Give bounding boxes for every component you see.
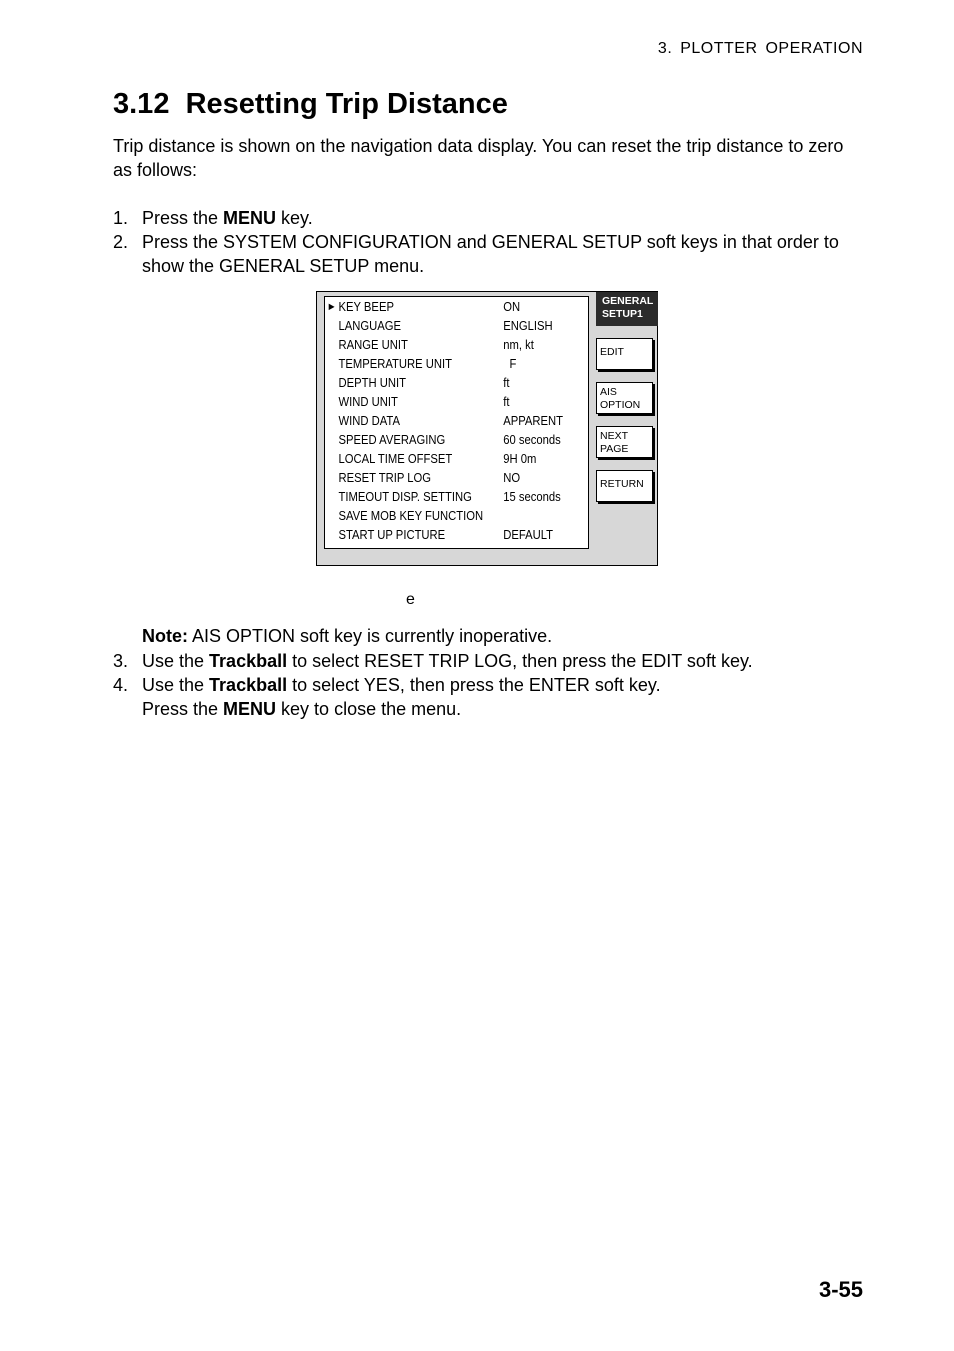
menu-item-label: RESET TRIP LOG	[338, 471, 432, 485]
menu-item-label: TIMEOUT DISP. SETTING	[338, 490, 472, 504]
return-softkey[interactable]: RETURN	[596, 470, 653, 502]
menu-row-key-beep[interactable]	[325, 298, 562, 317]
note	[142, 624, 552, 648]
menu-row-depth-unit[interactable]	[325, 374, 562, 393]
menu-item-label: LOCAL TIME OFFSET	[338, 452, 453, 466]
menu-row-temperature-unit[interactable]	[325, 355, 562, 374]
menu-item-value: 15 seconds	[503, 490, 561, 504]
ais-option-softkey[interactable]: AIS OPTION	[596, 382, 653, 414]
figure-caption: e	[406, 591, 415, 608]
menu-item-label: LANGUAGE	[338, 319, 402, 333]
cursor-arrow-icon: ►	[326, 301, 337, 313]
step-text: Use the Trackball to select RESET TRIP LOG, then press the EDIT soft key.	[142, 651, 753, 671]
menu-item-label: START UP PICTURE	[338, 528, 446, 542]
key-name: Trackball	[209, 651, 288, 671]
step-text: Press the MENU key to close the menu.	[142, 699, 462, 719]
menu-item-label: WIND UNIT	[338, 395, 398, 409]
intro-paragraph: Trip distance is shown on the navigation data display. You can reset the trip distance to zero as follows:	[113, 136, 844, 180]
menu-row-speed-averaging[interactable]	[325, 431, 562, 450]
menu-item-label: WIND DATA	[338, 414, 400, 428]
menu-item-value: APPARENT	[503, 414, 564, 428]
menu-row-reset-trip-log[interactable]	[325, 469, 562, 488]
edit-softkey[interactable]: EDIT	[596, 338, 653, 370]
menu-item-value: F	[503, 357, 517, 371]
menu-item-label: KEY BEEP	[338, 300, 394, 314]
step-text: Press the MENU key.	[142, 208, 313, 228]
note-text: AIS OPTION soft key is currently inoperative.	[188, 626, 553, 646]
step-number: 4.	[113, 675, 129, 695]
running-header: 3. PLOTTER OPERATION	[657, 40, 863, 57]
menu-item-value: ON	[503, 300, 521, 314]
menu-row-range-unit[interactable]	[325, 336, 562, 355]
page-number: 3-55	[818, 1277, 863, 1302]
menu-item-value: ENGLISH	[503, 319, 553, 333]
general-setup-screen	[316, 291, 658, 566]
section-heading: Resetting Trip Distance	[185, 88, 508, 120]
menu-row-language[interactable]	[325, 317, 562, 336]
step-number: 3.	[113, 651, 129, 671]
menu-item-label: SAVE MOB KEY FUNCTION	[338, 509, 484, 523]
key-name: MENU	[223, 208, 277, 228]
key-name: Trackball	[209, 675, 288, 695]
softkey-title-general-setup1: GENERAL SETUP1	[596, 292, 658, 326]
menu-item-value: ft	[503, 395, 510, 409]
next-page-softkey[interactable]: NEXT PAGE	[596, 426, 653, 458]
note-label: Note:	[142, 626, 188, 646]
menu-row-save-mob-key-function[interactable]	[325, 507, 562, 526]
menu-row-timeout-disp-setting[interactable]	[325, 488, 562, 507]
step-number: 2.	[113, 232, 129, 252]
menu-item-label: RANGE UNIT	[338, 338, 408, 352]
menu-row-local-time-offset[interactable]	[325, 450, 562, 469]
menu-row-wind-unit[interactable]	[325, 393, 562, 412]
menu-item-value: 60 seconds	[503, 433, 561, 447]
menu-item-value: ft	[503, 376, 510, 390]
section-title	[113, 88, 508, 121]
menu-item-value: 9H 0m	[503, 452, 537, 466]
key-name: MENU	[223, 699, 277, 719]
section-number: 3.12	[113, 88, 170, 120]
step-number: 1.	[113, 208, 129, 228]
menu-item-label: TEMPERATURE UNIT	[338, 357, 453, 371]
general-setup-menu	[324, 296, 589, 549]
menu-item-label: DEPTH UNIT	[338, 376, 406, 390]
menu-row-wind-data[interactable]	[325, 412, 562, 431]
menu-item-label: SPEED AVERAGING	[338, 433, 446, 447]
step-text: Press the SYSTEM CONFIGURATION and GENERAL SETUP soft keys in that order to show the GENERAL SETUP menu.	[142, 232, 839, 276]
menu-item-value: NO	[503, 471, 521, 485]
menu-item-value: nm, kt	[503, 338, 534, 352]
step-text: Use the Trackball to select YES, then press the ENTER soft key.	[142, 675, 661, 695]
menu-item-value: DEFAULT	[503, 528, 554, 542]
menu-row-start-up-picture[interactable]	[325, 526, 562, 545]
